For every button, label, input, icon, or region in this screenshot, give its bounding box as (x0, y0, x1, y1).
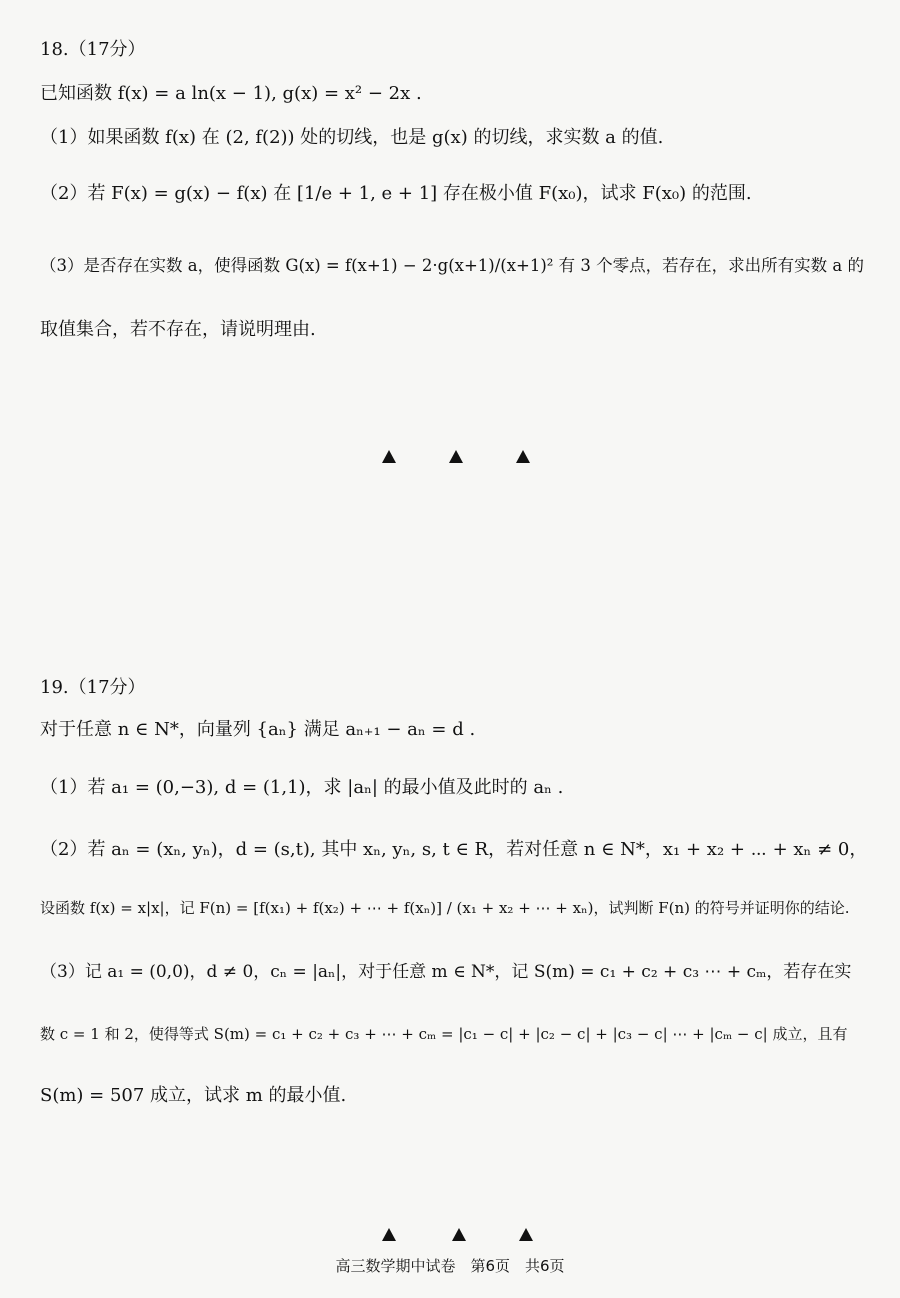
page-footer: 高三数学期中试卷 第6页 共6页 (335, 1257, 565, 1275)
q19-part1: （1）若 a₁ = (0,−3), d = (1,1)，求 |aₙ| 的最小值及此时的 aₙ . (40, 777, 564, 798)
q19-part2-line1: （2）若 aₙ = (xₙ, yₙ)，d = (s,t), 其中 xₙ, yₙ, s, t ∈ R，若对任意 n ∈ N*，x₁ + x₂ + ⋯ + xₙ ≠ 0， (40, 839, 868, 860)
triangle-mark (519, 1228, 533, 1241)
q19-header: 19.（17分） (40, 677, 146, 698)
q18-part2: （2）若 F(x) = g(x) − f(x) 在 [1/e + 1, e + 1] 存在极小值 F(x₀)，试求 F(x₀) 的范围. (40, 183, 752, 204)
triangle-mark (452, 1228, 466, 1241)
q18-stem: 已知函数 f(x) = a ln(x − 1), g(x) = x² − 2x . (40, 83, 422, 104)
separator-triangles (0, 450, 900, 470)
q18-header: 18.（17分） (40, 39, 146, 60)
footer-triangles (0, 1228, 900, 1248)
q18-part3-line1: （3）是否存在实数 a，使得函数 G(x) = f(x+1) − 2·g(x+1)/(x+1)² 有 3 个零点，若存在，求出所有实数 a 的 (40, 256, 864, 275)
q19-part2-line2: 设函数 f(x) = x|x|，记 F(n) = [f(x₁) + f(x₂) + ⋯ + f(xₙ)] / (x₁ + x₂ + ⋯ + xₙ)，试判断 F(n) 的符号并证明你的结论. (40, 899, 850, 917)
q19-part3-line3: S(m) = 507 成立，试求 m 的最小值. (40, 1085, 347, 1106)
q19-part3-line2: 数 c = 1 和 2，使得等式 S(m) = c₁ + c₂ + c₃ + ⋯ + cₘ = |c₁ − c| + |c₂ − c| + |c₃ − c| ⋯ + |cₘ − c| 成立，且有 (40, 1025, 848, 1043)
q18-part1: （1）如果函数 f(x) 在 (2, f(2)) 处的切线，也是 g(x) 的切线，求实数 a 的值. (40, 127, 664, 148)
triangle-mark (516, 450, 530, 463)
triangle-mark (382, 450, 396, 463)
q19-stem: 对于任意 n ∈ N*，向量列 {aₙ} 满足 aₙ₊₁ − aₙ = d . (40, 719, 476, 740)
triangle-mark (382, 1228, 396, 1241)
q18-part3-line2: 取值集合，若不存在，请说明理由. (40, 319, 316, 340)
triangle-mark (449, 450, 463, 463)
q19-part3-line1: （3）记 a₁ = (0,0)，d ≠ 0，cₙ = |aₙ|，对于任意 m ∈ N*，记 S(m) = c₁ + c₂ + c₃ ⋯ + cₘ，若存在实 (40, 962, 852, 982)
